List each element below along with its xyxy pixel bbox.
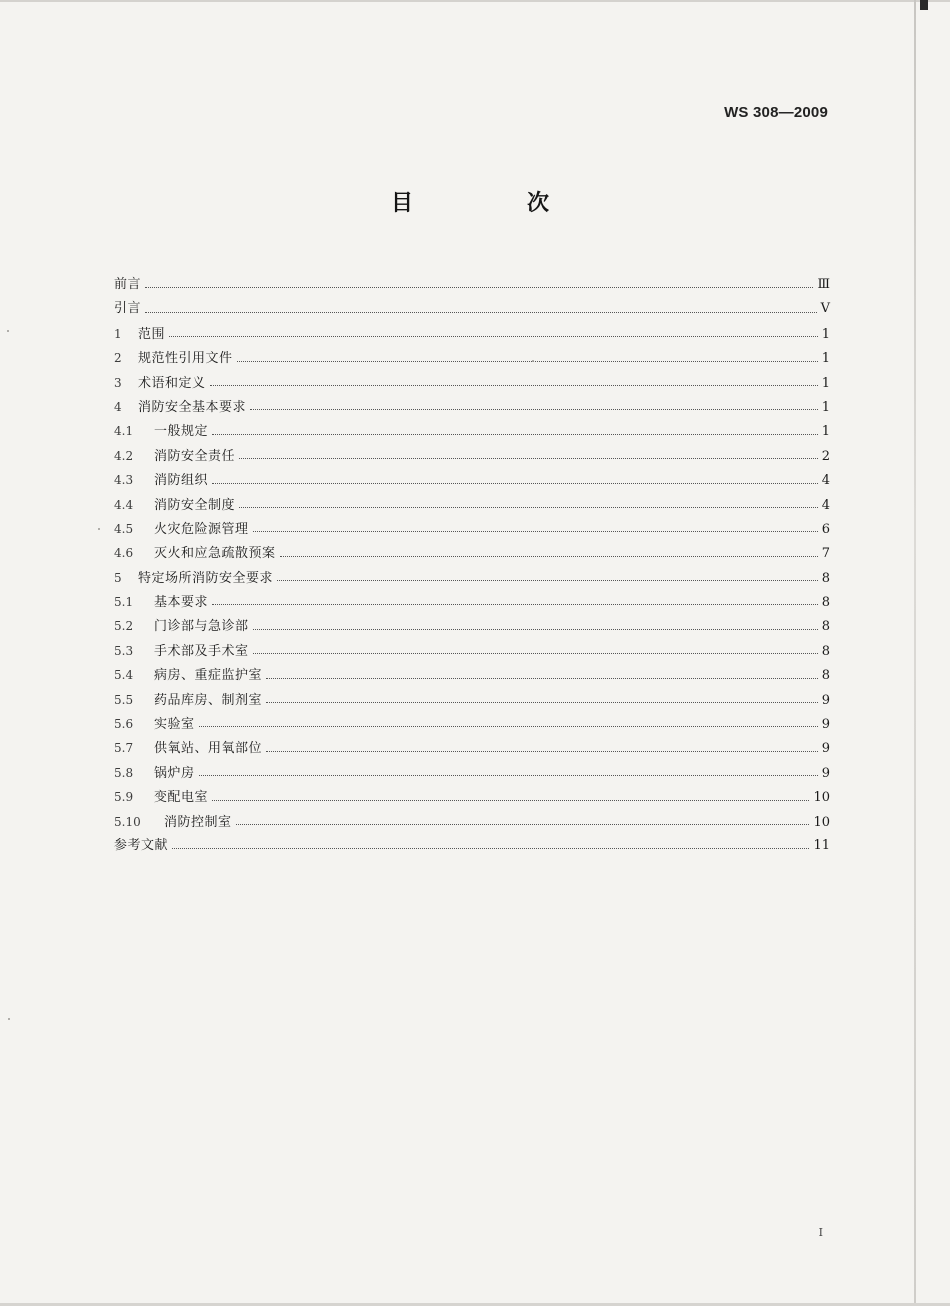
toc-leader-dots <box>266 702 818 703</box>
toc-entry-page: 9 <box>821 692 830 708</box>
toc-entry-page: 7 <box>821 546 830 562</box>
toc-entry-label: 一般规定 <box>154 424 209 440</box>
toc-entry[interactable] <box>114 590 830 614</box>
toc-entry-number: 5.9 <box>114 790 134 805</box>
toc-entry-number: 4.3 <box>114 473 134 488</box>
toc-entry-label: 规范性引用文件 <box>138 351 233 367</box>
toc-entry-label: 供氧站、用氧部位 <box>154 741 263 757</box>
toc-entry-page: 1 <box>821 399 830 415</box>
toc-entry-number: 4.4 <box>114 497 134 512</box>
toc-entry-page: 11 <box>813 837 830 853</box>
toc-entry-label: 手术部及手术室 <box>154 643 249 659</box>
toc-leader-dots <box>199 726 818 727</box>
toc-entry-page: 1 <box>821 351 830 367</box>
toc-leader-dots <box>212 604 818 605</box>
toc-entry-page: 1 <box>821 326 830 342</box>
toc-leader-dots <box>212 800 809 801</box>
toc-entry[interactable] <box>114 297 830 321</box>
toc-leader-dots <box>250 409 818 410</box>
toc-entry-page: 8 <box>821 619 830 635</box>
toc-leader-dots <box>280 556 818 557</box>
toc-entry[interactable] <box>114 810 830 834</box>
document-code: WS 308—2009 <box>724 104 828 121</box>
toc-entry-page: Ⅴ <box>820 301 830 317</box>
toc-leader-dots <box>277 580 818 581</box>
toc-entry-label: 消防安全基本要求 <box>138 399 247 415</box>
table-of-contents <box>114 273 830 858</box>
toc-entry[interactable] <box>114 468 830 492</box>
scan-speck <box>7 330 9 332</box>
toc-entry-label: 特定场所消防安全要求 <box>138 570 274 586</box>
toc-entry-label: 基本要求 <box>154 595 209 611</box>
toc-entry-number: 4.2 <box>114 448 134 463</box>
page-number: I <box>818 1226 823 1239</box>
toc-entry[interactable] <box>114 639 830 663</box>
toc-entry-label: 范围 <box>138 326 166 342</box>
toc-entry-number: 5.1 <box>114 595 134 610</box>
toc-title: 目 次 <box>390 191 595 216</box>
toc-entry-number: 5.10 <box>114 814 141 829</box>
toc-leader-dots <box>266 678 818 679</box>
toc-entry[interactable] <box>114 736 830 760</box>
toc-entry-number: 4.5 <box>114 521 134 536</box>
toc-leader-dots <box>239 507 818 508</box>
toc-entry-page: 1 <box>821 375 830 391</box>
toc-entry-number: 5.5 <box>114 692 134 707</box>
toc-entry-page: 2 <box>821 448 830 464</box>
scan-speck <box>8 1018 10 1020</box>
toc-entry-label: 参考文献 <box>114 837 169 853</box>
toc-entry-number: 4.6 <box>114 546 134 561</box>
toc-leader-dots <box>145 287 813 288</box>
toc-entry-label: 药品库房、制剂室 <box>154 692 263 708</box>
toc-entry[interactable] <box>114 712 830 736</box>
toc-entry[interactable] <box>114 688 830 712</box>
toc-entry[interactable] <box>114 371 830 395</box>
toc-entry-number: 5.8 <box>114 765 134 780</box>
toc-entry-page: 8 <box>821 570 830 586</box>
toc-entry-page: 9 <box>821 717 830 733</box>
toc-entry-label: 术语和定义 <box>138 375 206 391</box>
toc-entry-number: 4.1 <box>114 424 134 439</box>
toc-entry-page: 9 <box>821 765 830 781</box>
toc-entry-page: 10 <box>813 814 830 830</box>
toc-entry-number: 4 <box>114 399 122 414</box>
toc-entry[interactable] <box>114 346 830 370</box>
toc-entry-label: 病房、重症监护室 <box>154 668 263 684</box>
toc-entry-label: 火灾危险源管理 <box>154 521 249 537</box>
toc-entry-label: 消防控制室 <box>164 814 232 830</box>
toc-entry[interactable] <box>114 834 830 858</box>
toc-entry-label: 锅炉房 <box>154 765 195 781</box>
toc-entry[interactable] <box>114 614 830 638</box>
toc-entry-page: 4 <box>821 497 830 513</box>
toc-entry-number: 5.6 <box>114 717 134 732</box>
toc-entry-number: 1 <box>114 326 122 341</box>
toc-entry-page: 1 <box>821 424 830 440</box>
toc-leader-dots <box>239 458 818 459</box>
toc-leader-dots <box>236 824 810 825</box>
scan-speck <box>98 528 100 530</box>
toc-leader-dots <box>212 483 818 484</box>
toc-entry-page: 8 <box>821 643 830 659</box>
toc-entry-label: 引言 <box>114 301 142 317</box>
toc-entry[interactable] <box>114 566 830 590</box>
toc-entry-number: 5.2 <box>114 619 134 634</box>
toc-entry[interactable] <box>114 493 830 517</box>
toc-leader-dots <box>172 848 809 849</box>
toc-leader-dots <box>169 336 818 337</box>
toc-entry-page: 8 <box>821 595 830 611</box>
toc-leader-dots <box>210 385 818 386</box>
toc-entry[interactable] <box>114 517 830 541</box>
toc-leader-dots <box>199 775 818 776</box>
toc-entry-page: 10 <box>813 790 830 806</box>
toc-leader-dots <box>212 434 818 435</box>
toc-entry-label: 变配电室 <box>154 790 209 806</box>
toc-leader-dots <box>253 653 818 654</box>
toc-entry[interactable] <box>114 419 830 443</box>
toc-leader-dots <box>145 312 817 313</box>
toc-entry-number: 5 <box>114 570 122 585</box>
toc-leader-dots <box>253 629 818 630</box>
scan-edge-top <box>0 0 950 2</box>
toc-entry-page: 9 <box>821 741 830 757</box>
toc-leader-dots <box>253 531 818 532</box>
toc-entry-number: 5.4 <box>114 668 134 683</box>
toc-entry[interactable] <box>114 785 830 809</box>
toc-entry-page: 6 <box>821 521 830 537</box>
toc-entry-label: 灭火和应急疏散预案 <box>154 546 276 562</box>
scan-speck <box>532 360 534 362</box>
toc-entry-page: 4 <box>821 473 830 489</box>
toc-entry-number: 5.7 <box>114 741 134 756</box>
toc-entry[interactable] <box>114 663 830 687</box>
toc-leader-dots <box>237 361 818 362</box>
toc-entry-label: 门诊部与急诊部 <box>154 619 249 635</box>
toc-entry-number: 3 <box>114 375 122 390</box>
toc-entry[interactable] <box>114 273 830 297</box>
toc-entry-number: 2 <box>114 351 122 366</box>
toc-leader-dots <box>266 751 818 752</box>
toc-entry[interactable] <box>114 541 830 565</box>
toc-entry-label: 消防安全制度 <box>154 497 236 513</box>
toc-entry-label: 消防组织 <box>154 473 209 489</box>
toc-entry[interactable] <box>114 444 830 468</box>
toc-entry[interactable] <box>114 322 830 346</box>
toc-entry-page: Ⅲ <box>817 277 830 292</box>
toc-entry[interactable] <box>114 761 830 785</box>
toc-entry-page: 8 <box>821 668 830 684</box>
toc-entry-number: 5.3 <box>114 643 134 658</box>
toc-entry-label: 前言 <box>114 277 142 292</box>
scan-corner-mark <box>920 0 928 10</box>
toc-entry-label: 消防安全责任 <box>154 448 236 464</box>
toc-entry[interactable] <box>114 395 830 419</box>
toc-entry-label: 实验室 <box>154 717 195 733</box>
